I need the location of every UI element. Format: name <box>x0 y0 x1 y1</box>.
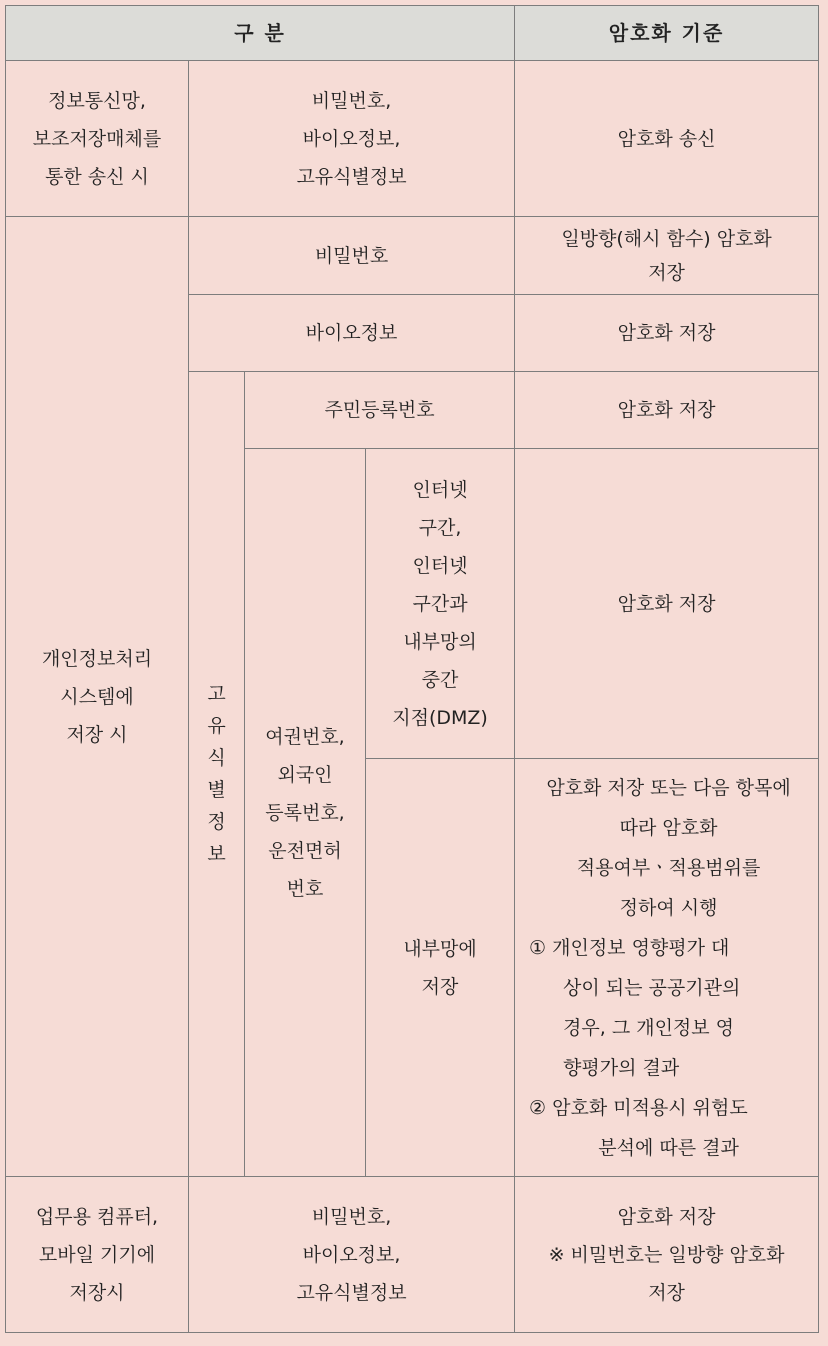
id-line: 번호 <box>286 877 324 900</box>
standard-line: 암호화 저장 <box>617 1205 716 1228</box>
system-biometric-item: 바이오정보 <box>189 295 515 372</box>
other-ids-cell <box>245 449 366 1177</box>
context-line: 모바일 기기에 <box>38 1243 156 1266</box>
standard-line: 따라 암호화 <box>619 816 718 839</box>
internet-standard-cell: 암호화 저장 <box>515 449 819 759</box>
id-line: 외국인 <box>277 763 333 786</box>
device-items-cell <box>189 1177 515 1333</box>
standard-line: 저장 <box>648 261 685 284</box>
system-resident-item: 주민등록번호 <box>245 372 515 449</box>
item-continuation: 분석에 따른 결과 <box>598 1136 739 1159</box>
unique-id-label-cell <box>189 372 245 1177</box>
location-line: 인터넷 <box>412 478 468 501</box>
location-line: 내부망에 <box>403 937 477 960</box>
system-resident-standard: 암호화 저장 <box>515 372 819 449</box>
location-line: 중간 <box>421 668 459 691</box>
internal-location-cell <box>366 759 515 1177</box>
header-row <box>6 6 819 61</box>
network-standard-cell: 암호화 송신 <box>515 61 819 217</box>
id-line: 등록번호, <box>265 801 345 824</box>
device-context-cell <box>6 1177 189 1333</box>
item-line: 바이오정보, <box>302 127 401 150</box>
location-line: 내부망의 <box>403 630 477 653</box>
system-password-item: 비밀번호 <box>189 217 515 295</box>
item-line: 비밀번호, <box>311 1205 392 1228</box>
item-line: 고유식별정보 <box>296 165 407 188</box>
network-items-cell <box>189 61 515 217</box>
header-standard: 암호화 기준 <box>515 6 819 61</box>
standard-line: 정하여 시행 <box>619 896 718 919</box>
item-continuation: 상이 되는 공공기관의 <box>563 976 741 999</box>
encryption-standard-table-wrapper <box>5 5 818 1333</box>
item-line: 비밀번호, <box>311 89 392 112</box>
vertical-char: 정 <box>207 811 226 833</box>
context-line: 개인정보처리 <box>41 647 153 670</box>
item-line: 바이오정보, <box>302 1243 401 1266</box>
table-row-device <box>6 1177 819 1333</box>
table-row-system-password <box>6 217 819 295</box>
vertical-char: 식 <box>207 747 226 769</box>
numbered-item-1: ① 개인정보 영향평가 대 <box>529 936 730 959</box>
location-line: 저장 <box>421 975 459 998</box>
vertical-char: 보 <box>207 843 226 865</box>
table-row-network <box>6 61 819 217</box>
id-line: 운전면허 <box>268 839 342 862</box>
standard-line: 일방향(해시 함수) 암호화 <box>561 227 772 250</box>
context-line: 시스템에 <box>60 685 134 708</box>
id-line: 여권번호, <box>265 725 345 748</box>
vertical-char: 고 <box>207 683 226 705</box>
standard-line: 적용여부ㆍ적용범위를 <box>576 856 761 879</box>
system-password-standard <box>515 217 819 295</box>
standard-line: 저장 <box>648 1281 685 1304</box>
location-line: 인터넷 <box>412 554 468 577</box>
device-standard-cell <box>515 1177 819 1333</box>
vertical-char: 유 <box>207 715 226 737</box>
location-line: 지점(DMZ) <box>392 706 488 729</box>
internet-location-cell <box>366 449 515 759</box>
internal-standard-cell <box>515 759 819 1177</box>
item-continuation: 경우, 그 개인정보 영 <box>563 1016 735 1039</box>
location-line: 구간과 <box>412 592 468 615</box>
encryption-standard-table <box>5 5 819 1333</box>
context-line: 저장시 <box>69 1281 125 1304</box>
item-continuation: 향평가의 결과 <box>563 1056 680 1079</box>
context-line: 통한 송신 시 <box>45 165 149 188</box>
system-context-cell <box>6 217 189 1177</box>
context-line: 저장 시 <box>66 723 128 746</box>
network-context-cell <box>6 61 189 217</box>
context-line: 업무용 컴퓨터, <box>35 1205 159 1228</box>
standard-line: 암호화 저장 또는 다음 항목에 <box>546 776 791 799</box>
numbered-item-2: ② 암호화 미적용시 위험도 <box>529 1096 748 1119</box>
context-line: 정보통신망, <box>48 89 146 112</box>
system-biometric-standard: 암호화 저장 <box>515 295 819 372</box>
item-line: 고유식별정보 <box>296 1281 407 1304</box>
standard-line: ※ 비밀번호는 일방향 암호화 <box>548 1243 785 1266</box>
location-line: 구간, <box>418 516 462 539</box>
header-category: 구 분 <box>6 6 515 61</box>
vertical-char: 별 <box>207 779 226 801</box>
context-line: 보조저장매체를 <box>32 127 162 150</box>
